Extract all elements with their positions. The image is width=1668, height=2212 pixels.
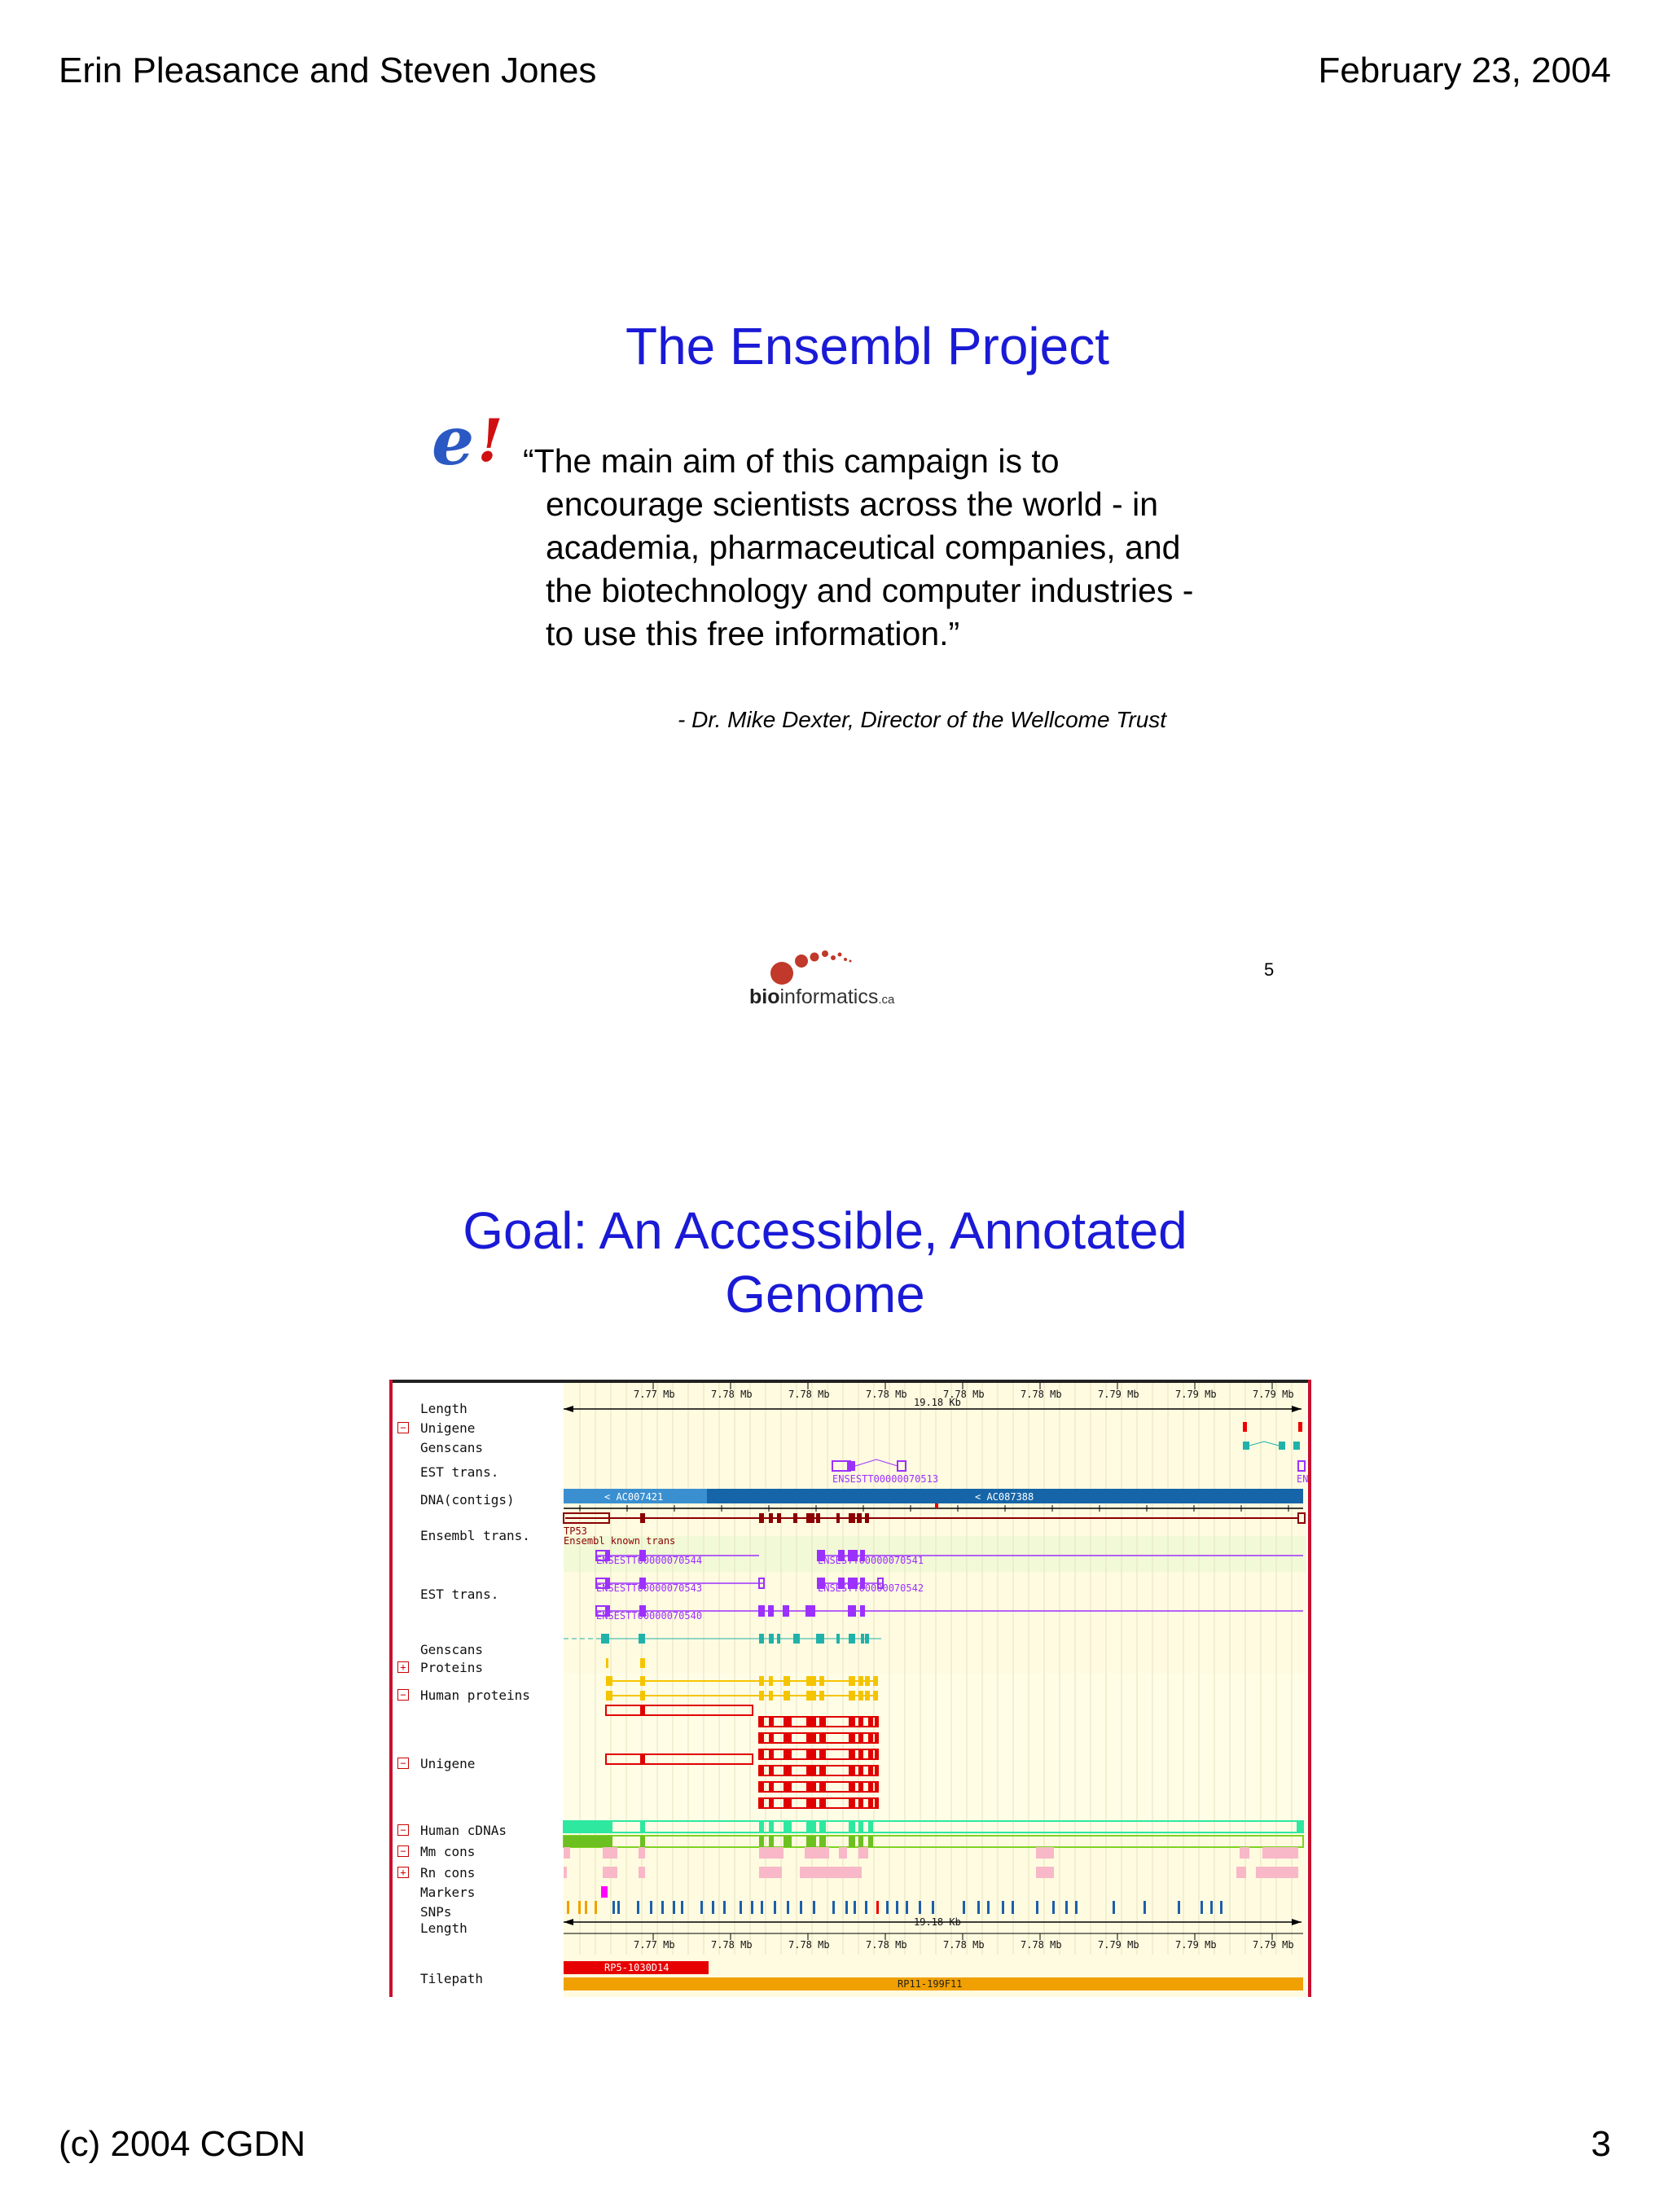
snp-mark — [637, 1901, 639, 1914]
snp-mark — [832, 1901, 835, 1914]
protein-exon — [640, 1676, 645, 1686]
contig-marker — [935, 1503, 938, 1508]
ensembl-exon — [777, 1513, 781, 1523]
snp-mark — [906, 1901, 908, 1914]
snp-mark — [1220, 1901, 1222, 1914]
snp-mark — [751, 1901, 753, 1914]
cdna-exon — [868, 1836, 873, 1847]
unigene-exon — [875, 1733, 878, 1743]
rn-cons-block — [603, 1867, 617, 1878]
snp-mark — [963, 1901, 965, 1914]
snp-mark — [612, 1901, 615, 1914]
marker-hit — [601, 1886, 608, 1898]
unigene-exon — [806, 1766, 816, 1775]
snp-mark — [1002, 1901, 1004, 1914]
snp-mark — [673, 1901, 675, 1914]
unigene-exon — [819, 1717, 826, 1727]
protein-exon — [759, 1676, 764, 1686]
genome-browser-contigview — [389, 1380, 1311, 1997]
est-exon — [847, 1461, 855, 1471]
track-label-snps: SNPs — [420, 1904, 452, 1920]
unigene-exon — [640, 1705, 645, 1715]
cdna-exon — [806, 1836, 816, 1847]
ensembl-exon — [836, 1513, 840, 1523]
unigene-exon — [875, 1717, 878, 1727]
logo-dot — [844, 958, 847, 961]
protein-exon — [606, 1691, 612, 1701]
ensembl-logo — [430, 407, 511, 472]
snp-mark — [1210, 1901, 1213, 1914]
ensembl-sub-label: Ensembl known trans — [564, 1535, 676, 1547]
unigene-exon — [849, 1798, 855, 1808]
cdna-hit — [1297, 1821, 1303, 1832]
cdna-exon — [784, 1821, 792, 1832]
unigene-exon — [858, 1782, 863, 1792]
slide-number: 5 — [1264, 959, 1275, 980]
est-label: ENSESTT00000070541 — [818, 1555, 924, 1566]
est-label: ENSESTT00000070543 — [596, 1582, 703, 1594]
snp-mark — [787, 1901, 789, 1914]
footer-copyright: (c) 2004 CGDN — [59, 2124, 306, 2164]
collapse-icon[interactable]: − — [397, 1422, 409, 1433]
slide1-title: The Ensembl Project — [625, 317, 1110, 375]
ensembl-exon — [857, 1513, 862, 1523]
unigene-exon — [784, 1798, 792, 1808]
header-authors: Erin Pleasance and Steven Jones — [59, 50, 597, 90]
unigene-exon — [759, 1749, 764, 1759]
mm-cons-block — [1262, 1847, 1298, 1859]
mm-cons-block — [603, 1847, 617, 1859]
snp-mark — [977, 1901, 980, 1914]
collapse-icon[interactable]: − — [397, 1846, 409, 1857]
tick-label: 7.78 Mb — [711, 1939, 753, 1951]
unigene-exon — [819, 1782, 826, 1792]
cdna-hit — [564, 1836, 612, 1847]
tick-label: 7.78 Mb — [943, 1939, 985, 1951]
track-label-length-bottom: Length — [420, 1920, 467, 1936]
snp-mark — [740, 1901, 742, 1914]
unigene-exon — [858, 1766, 863, 1775]
snp-mark — [585, 1901, 587, 1914]
protein-exon — [849, 1676, 855, 1686]
unigene-exon — [784, 1749, 792, 1759]
track-label-genscans-mid: Genscans — [420, 1642, 484, 1657]
tilepath-label: RP11-199F11 — [898, 1978, 963, 1990]
genscan-exon — [1279, 1442, 1285, 1450]
unigene-exon — [640, 1754, 645, 1764]
mm-cons-block — [839, 1847, 847, 1859]
mm-cons-block — [805, 1847, 829, 1859]
unigene-exon — [819, 1733, 826, 1743]
track-label-ensembl-trans: Ensembl trans. — [420, 1528, 530, 1543]
ensembl-exon — [865, 1513, 869, 1523]
quote-line-2: encourage scientists across the world - in — [546, 485, 1159, 523]
length-label-bottom: 19.18 Kb — [914, 1916, 961, 1928]
unigene-exon — [806, 1717, 816, 1727]
unigene-exon — [759, 1782, 764, 1792]
rn-cons-block — [759, 1867, 782, 1878]
slide2-title-line-1: Goal: An Accessible, Annotated — [463, 1201, 1187, 1260]
cdna-exon — [819, 1821, 826, 1832]
unigene-exon — [868, 1798, 873, 1808]
unigene-exon — [875, 1749, 878, 1759]
est-exon — [759, 1606, 764, 1616]
snp-mark — [886, 1901, 889, 1914]
protein-exon — [819, 1691, 824, 1701]
cdna-exon — [868, 1821, 873, 1832]
unigene-exon — [819, 1798, 826, 1808]
unigene-hit — [1243, 1422, 1247, 1432]
logo-dot — [831, 955, 836, 960]
unigene-exon — [806, 1749, 816, 1759]
tick-label: 7.79 Mb — [1253, 1389, 1294, 1400]
cdna-exon — [640, 1836, 645, 1847]
mm-cons-block — [1240, 1847, 1249, 1859]
track-label-length: Length — [420, 1401, 467, 1416]
snp-mark — [567, 1901, 569, 1914]
logo-dot — [770, 962, 793, 985]
unigene-exon — [875, 1782, 878, 1792]
est-label: ENSESTT00000070540 — [596, 1610, 703, 1622]
track-label-markers: Markers — [420, 1885, 476, 1900]
unigene-exon — [784, 1717, 792, 1727]
quote-line-3: academia, pharmaceutical companies, and — [546, 529, 1181, 566]
snp-mark — [650, 1901, 652, 1914]
mm-cons-block — [1036, 1847, 1054, 1859]
ensembl-exon — [640, 1513, 645, 1523]
unigene-exon — [849, 1766, 855, 1775]
tick-label: 7.77 Mb — [634, 1939, 675, 1951]
est-label-edge: EN — [1297, 1473, 1308, 1485]
cdna-exon — [769, 1836, 774, 1847]
track-label-proteins: Proteins — [420, 1660, 484, 1675]
protein-exon — [858, 1691, 863, 1701]
unigene-exon — [784, 1782, 792, 1792]
unigene-exon — [819, 1749, 826, 1759]
protein-exon — [806, 1676, 816, 1686]
protein-exon — [640, 1691, 645, 1701]
unigene-exon — [806, 1782, 816, 1792]
tilepath-label: RP5-1030D14 — [604, 1962, 669, 1973]
protein-hit — [606, 1658, 608, 1668]
unigene-exon — [769, 1749, 774, 1759]
unigene-exon — [769, 1717, 774, 1727]
tick-label: 7.78 Mb — [1021, 1389, 1062, 1400]
unigene-exon — [769, 1733, 774, 1743]
unigene-exon — [769, 1798, 774, 1808]
est-exon — [849, 1606, 855, 1616]
tick-label: 7.78 Mb — [1021, 1939, 1062, 1951]
unigene-hit — [1298, 1422, 1302, 1432]
quote-attribution: - Dr. Mike Dexter, Director of the Wellcome Trust — [678, 707, 1167, 732]
protein-exon — [865, 1691, 870, 1701]
tick-label: 7.79 Mb — [1098, 1939, 1139, 1951]
cdna-exon — [640, 1821, 645, 1832]
snp-mark — [1201, 1901, 1203, 1914]
track-label-genscans: Genscans — [420, 1440, 484, 1455]
snp-mark — [1012, 1901, 1014, 1914]
contig-label: < AC087388 — [975, 1491, 1034, 1503]
est-label: ENSESTT00000070513 — [832, 1473, 939, 1485]
rn-cons-block — [800, 1867, 862, 1878]
snp-mark — [896, 1901, 898, 1914]
protein-exon — [865, 1676, 870, 1686]
cdna-hit — [564, 1821, 612, 1832]
mm-cons-block — [564, 1847, 570, 1859]
logo-bang: ! — [477, 407, 503, 472]
cdna-exon — [849, 1836, 855, 1847]
unigene-exon — [868, 1782, 873, 1792]
cdna-exon — [769, 1821, 774, 1832]
collapse-icon[interactable]: − — [397, 1758, 409, 1769]
rn-cons-block — [564, 1867, 567, 1878]
snp-mark — [919, 1901, 921, 1914]
track-label-unigene-mid: Unigene — [420, 1756, 476, 1771]
unigene-exon — [858, 1798, 863, 1808]
collapse-icon[interactable]: − — [397, 1824, 409, 1836]
cdna-exon — [784, 1836, 792, 1847]
est-label: ENSESTT00000070542 — [818, 1582, 924, 1594]
expand-icon[interactable]: + — [397, 1661, 409, 1673]
quote-line-1: “The main aim of this campaign is to — [523, 442, 1060, 480]
snp-mark — [661, 1901, 664, 1914]
tick-label: 7.79 Mb — [1253, 1939, 1294, 1951]
mm-cons-block — [759, 1847, 784, 1859]
mm-cons-block — [639, 1847, 645, 1859]
snp-mark — [1178, 1901, 1180, 1914]
track-label-est-mid: EST trans. — [420, 1587, 499, 1602]
cdna-exon — [858, 1836, 863, 1847]
unigene-exon — [868, 1766, 873, 1775]
track-label-rn-cons: Rn cons — [420, 1865, 476, 1881]
unigene-exon — [868, 1717, 873, 1727]
unigene-exon — [875, 1798, 878, 1808]
unigene-exon — [849, 1733, 855, 1743]
rn-cons-block — [1036, 1867, 1054, 1878]
tick-label: 7.79 Mb — [1175, 1389, 1217, 1400]
est-exon — [861, 1606, 864, 1616]
ensembl-exon — [769, 1513, 773, 1523]
track-label-human-proteins: Human proteins — [420, 1688, 530, 1703]
snp-mark — [932, 1901, 934, 1914]
collapse-icon[interactable]: − — [397, 1689, 409, 1701]
snp-mark — [876, 1901, 879, 1914]
top-rule — [393, 1380, 1308, 1383]
unigene-exon — [868, 1733, 873, 1743]
unigene-exon — [849, 1749, 855, 1759]
cdna-exon — [806, 1821, 816, 1832]
ensembl-exon — [793, 1513, 797, 1523]
track-label-unigene: Unigene — [420, 1420, 476, 1436]
cdna-exon — [759, 1821, 764, 1832]
snp-mark — [774, 1901, 776, 1914]
snp-mark — [1113, 1901, 1115, 1914]
expand-icon[interactable]: + — [397, 1867, 409, 1878]
unigene-exon — [868, 1749, 873, 1759]
snp-mark — [1075, 1901, 1078, 1914]
ensembl-gene-label: TP53 — [564, 1525, 587, 1537]
length-label-top: 19.18 Kb — [914, 1397, 961, 1408]
unigene-exon — [875, 1766, 878, 1775]
header-date: February 23, 2004 — [1318, 50, 1611, 90]
contig-label: < AC007421 — [604, 1491, 664, 1503]
snp-mark — [854, 1901, 856, 1914]
protein-exon — [873, 1691, 878, 1701]
tick-label: 7.78 Mb — [943, 1389, 985, 1400]
ensembl-exon — [806, 1513, 814, 1523]
protein-exon — [606, 1676, 612, 1686]
est-exon — [784, 1606, 788, 1616]
quote-line-4: the biotechnology and computer industries - — [546, 572, 1194, 609]
protein-hit — [640, 1658, 645, 1668]
unigene-exon — [759, 1733, 764, 1743]
protein-exon — [769, 1676, 773, 1686]
cdna-exon — [849, 1821, 855, 1832]
tick-label: 7.78 Mb — [788, 1939, 830, 1951]
cdna-exon — [858, 1821, 863, 1832]
snp-mark — [865, 1901, 867, 1914]
snp-mark — [712, 1901, 714, 1914]
snp-mark — [700, 1901, 703, 1914]
mm-cons-block — [858, 1847, 868, 1859]
protein-exon — [759, 1691, 764, 1701]
unigene-exon — [849, 1717, 855, 1727]
est-label: ENSESTT00000070544 — [596, 1555, 703, 1566]
rn-cons-block — [1236, 1867, 1246, 1878]
protein-exon — [873, 1676, 878, 1686]
snp-mark — [578, 1901, 581, 1914]
slide2-title-line-2: Genome — [725, 1265, 925, 1323]
unigene-exon — [806, 1798, 816, 1808]
bioinformatics-logo — [749, 945, 912, 1018]
track-label-mm-cons: Mm cons — [420, 1844, 476, 1859]
logo-dot — [838, 953, 842, 957]
tick-label: 7.79 Mb — [1175, 1939, 1217, 1951]
cdna-exon — [759, 1836, 764, 1847]
snp-mark — [987, 1901, 990, 1914]
unigene-exon — [769, 1782, 774, 1792]
track-label-human-cdnas: Human cDNAs — [420, 1823, 507, 1838]
snp-mark — [723, 1901, 726, 1914]
browser-tracks — [393, 1380, 1308, 1997]
tick-label: 7.77 Mb — [634, 1389, 675, 1400]
unigene-exon — [759, 1717, 764, 1727]
tick-label: 7.78 Mb — [866, 1389, 907, 1400]
snp-mark — [761, 1901, 763, 1914]
track-label-tilepath: Tilepath — [420, 1971, 484, 1986]
rn-cons-block — [1256, 1867, 1298, 1878]
protein-exon — [849, 1691, 855, 1701]
snp-mark — [1143, 1901, 1146, 1914]
protein-exon — [784, 1691, 790, 1701]
unigene-exon — [858, 1749, 863, 1759]
slide2-title — [0, 1199, 1650, 1326]
unigene-exon — [806, 1733, 816, 1743]
snp-mark — [1065, 1901, 1068, 1914]
unigene-exon — [759, 1766, 764, 1775]
unigene-exon — [858, 1733, 863, 1743]
tick-label: 7.78 Mb — [866, 1939, 907, 1951]
track-label-est: EST trans. — [420, 1464, 499, 1480]
logo-dot — [849, 960, 852, 963]
unigene-exon — [858, 1717, 863, 1727]
unigene-exon — [759, 1798, 764, 1808]
quote-line-5: to use this free information.” — [546, 615, 960, 652]
unigene-exon — [849, 1782, 855, 1792]
protein-exon — [806, 1691, 816, 1701]
tick-label: 7.78 Mb — [711, 1389, 753, 1400]
genscan-exon — [1293, 1442, 1300, 1450]
footer-page-number: 3 — [1591, 2124, 1611, 2164]
unigene-exon — [819, 1766, 826, 1775]
tick-label: 7.79 Mb — [1098, 1389, 1139, 1400]
protein-exon — [858, 1676, 863, 1686]
tick-label: 7.78 Mb — [788, 1389, 830, 1400]
snp-mark — [595, 1901, 597, 1914]
est-exon — [769, 1606, 773, 1616]
unigene-exon — [784, 1766, 792, 1775]
track-label-dna-contigs: DNA(contigs) — [420, 1492, 515, 1508]
logo-wordmark: bioinformatics.ca — [749, 985, 895, 1008]
logo-dot — [810, 953, 819, 962]
snp-mark — [681, 1901, 683, 1914]
logo-e: e — [432, 407, 475, 472]
snp-mark — [1036, 1901, 1038, 1914]
logo-dot — [822, 950, 828, 957]
cdna-exon — [819, 1836, 826, 1847]
snp-mark — [845, 1901, 848, 1914]
snp-mark — [813, 1901, 815, 1914]
unigene-exon — [769, 1766, 774, 1775]
protein-exon — [819, 1676, 824, 1686]
ensembl-exon — [816, 1513, 820, 1523]
logo-dot — [795, 955, 808, 968]
unigene-exon — [784, 1733, 792, 1743]
ensembl-exon — [759, 1513, 764, 1523]
ensembl-exon — [849, 1513, 855, 1523]
genscan-exon — [1243, 1442, 1249, 1450]
protein-exon — [784, 1676, 790, 1686]
rn-cons-block — [639, 1867, 645, 1878]
snp-mark — [800, 1901, 802, 1914]
snp-mark — [617, 1901, 620, 1914]
protein-exon — [769, 1691, 773, 1701]
snp-mark — [1052, 1901, 1055, 1914]
est-exon — [806, 1606, 814, 1616]
